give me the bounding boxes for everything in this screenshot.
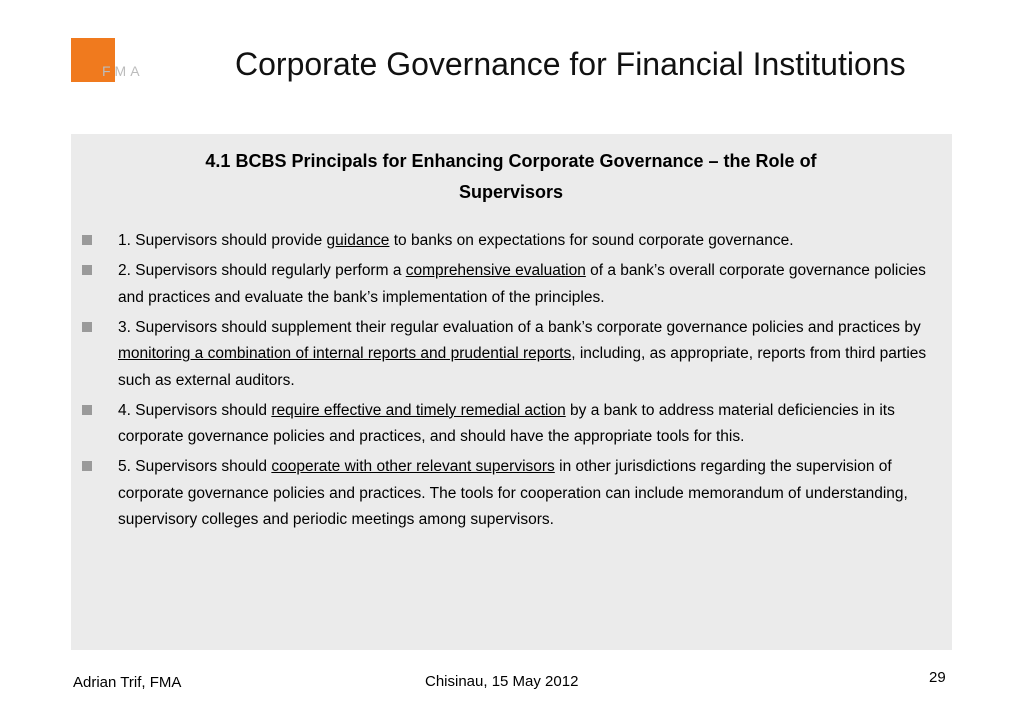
bullet-text: , including, as appropriate, reports from third parties such as external auditors. — [118, 345, 927, 389]
square-bullet-icon — [82, 265, 92, 275]
list-item — [71, 315, 952, 394]
page-title: Corporate Governance for Financial Institutions — [235, 46, 906, 82]
bullet-emphasis: cooperate with other relevant supervisors — [271, 458, 555, 476]
bullet-text: 1. Supervisors should provide — [118, 232, 327, 249]
square-bullet-icon — [82, 322, 92, 332]
bullet-text: by a bank to address material deficiencies in its corporate governance policies and practices, and should have the appropriate tools for this. — [118, 401, 895, 446]
section-heading-line2: Supervisors — [458, 182, 564, 202]
bullet-text: 5. Supervisors should — [118, 458, 272, 476]
footer-date: Chisinau, 15 May 2012 — [425, 673, 579, 690]
section-heading — [131, 146, 891, 208]
page-number: 29 — [929, 669, 946, 686]
fma-logo — [71, 38, 151, 84]
section-heading-line1: 4.1 BCBS Principals for Enhancing Corporate Governance – the Role of — [205, 151, 817, 171]
list-item — [71, 228, 952, 254]
bullet-emphasis: monitoring a combination of internal reports and prudential reports — [118, 345, 572, 363]
bullet-emphasis: comprehensive evaluation — [405, 262, 586, 280]
list-item — [71, 398, 952, 451]
bullet-text: 3. Supervisors should supplement their regular evaluation of a bank’s corporate governance policies and practices by — [118, 318, 921, 336]
logo-text: FMA — [102, 63, 144, 79]
principles-list — [71, 228, 952, 537]
list-item — [71, 454, 952, 533]
bullet-text: to banks on expectations for sound corporate governance. — [389, 232, 794, 249]
square-bullet-icon — [82, 405, 92, 415]
bullet-text: 4. Supervisors should — [118, 401, 272, 419]
list-item — [71, 258, 952, 311]
square-bullet-icon — [82, 461, 92, 471]
bullet-text: of a bank’s overall corporate governance policies and practices and evaluate the bank’s implementation of the principles. — [118, 262, 926, 306]
footer-author: Adrian Trif, FMA — [73, 674, 182, 691]
bullet-emphasis: require effective and timely remedial action — [271, 401, 566, 419]
bullet-text: in other jurisdictions regarding the supervision of corporate governance policies and practices. The tools for cooperation can include memorandum of understanding, supervisory colleges and periodic meetings among supervisors. — [118, 458, 908, 529]
bullet-emphasis: guidance — [326, 232, 390, 249]
content-panel — [71, 134, 952, 650]
bullet-text: 2. Supervisors should regularly perform a — [118, 262, 406, 280]
square-bullet-icon — [82, 235, 92, 245]
